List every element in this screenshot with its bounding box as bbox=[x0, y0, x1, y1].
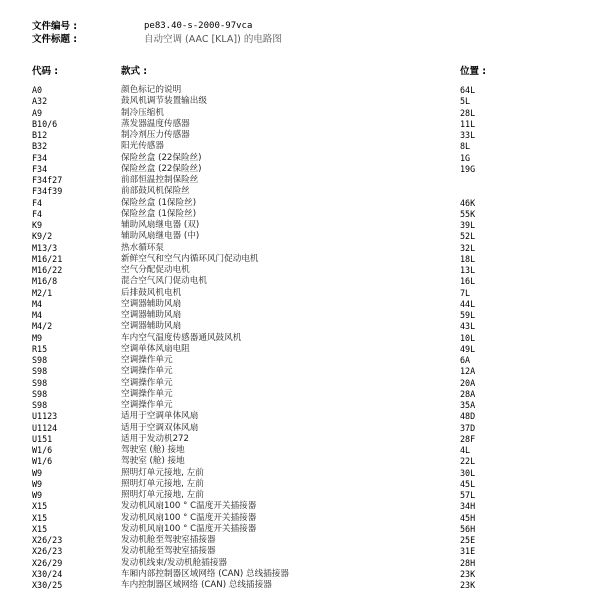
table-row bbox=[32, 580, 572, 591]
row-description: 发动机风扇100 ° C温度开关插接器 bbox=[121, 523, 257, 534]
table-row bbox=[32, 265, 572, 276]
row-description: 照明灯单元接地, 左前 bbox=[121, 478, 204, 489]
row-position: 44L bbox=[460, 298, 476, 309]
table-row bbox=[32, 513, 572, 524]
row-code: F34f27 bbox=[32, 175, 63, 185]
table-row bbox=[32, 198, 572, 209]
row-description: 空调单体风扇电阻 bbox=[121, 343, 190, 354]
row-position: 20A bbox=[460, 377, 476, 388]
row-position: 18L bbox=[460, 253, 476, 264]
row-position: 28H bbox=[460, 557, 476, 568]
table-row bbox=[32, 254, 572, 265]
table-row bbox=[32, 558, 572, 569]
table-row bbox=[32, 344, 572, 355]
document-number-value: pe83.40-s-2000-97vca bbox=[144, 21, 253, 31]
table-row bbox=[32, 434, 572, 445]
row-position: 1G bbox=[460, 152, 471, 163]
row-position: 28A bbox=[460, 388, 476, 399]
row-description: 照明灯单元接地, 左前 bbox=[121, 490, 204, 500]
row-position: 55K bbox=[460, 208, 476, 219]
row-description: 保险丝盒 (22保险丝) bbox=[121, 152, 202, 163]
row-description: 车内空气温度传感器通风鼓风机 bbox=[121, 332, 242, 343]
row-code: F4 bbox=[32, 208, 43, 219]
table-row bbox=[32, 175, 572, 186]
table-row bbox=[32, 288, 572, 299]
table-row bbox=[32, 130, 572, 141]
table-row bbox=[32, 96, 572, 107]
row-description: 空调操作单元 bbox=[121, 355, 173, 365]
row-description: 辅助风扇继电器 (中) bbox=[121, 231, 200, 242]
table-row bbox=[32, 366, 572, 377]
row-code: B12 bbox=[32, 130, 48, 140]
row-code: X26/29 bbox=[32, 557, 63, 568]
row-description: 阳光传感器 bbox=[121, 141, 164, 152]
row-code: S98 bbox=[32, 366, 48, 377]
row-description: 空调器辅助风扇 bbox=[121, 321, 182, 332]
row-code: X15 bbox=[32, 512, 48, 523]
row-position: 64L bbox=[460, 85, 476, 95]
row-position: 56H bbox=[460, 523, 476, 534]
table-row bbox=[32, 85, 572, 96]
table-row bbox=[32, 209, 572, 220]
table-row bbox=[32, 220, 572, 231]
row-code: W1/6 bbox=[32, 445, 53, 455]
row-position: 37D bbox=[460, 422, 476, 433]
row-code: A9 bbox=[32, 107, 43, 118]
row-description: 空调操作单元 bbox=[121, 377, 173, 388]
table-row bbox=[32, 490, 572, 501]
row-code: M4 bbox=[32, 310, 43, 320]
row-description: 颜色标记的说明 bbox=[121, 85, 182, 95]
row-code: X26/23 bbox=[32, 535, 63, 545]
table-row bbox=[32, 321, 572, 332]
row-code: M16/21 bbox=[32, 253, 63, 264]
row-code: F4 bbox=[32, 197, 43, 208]
document-number-label: 文件编号 : bbox=[32, 21, 78, 32]
document-title-label: 文件标题 : bbox=[32, 34, 78, 45]
row-code: F34 bbox=[32, 152, 48, 163]
table-row bbox=[32, 445, 572, 456]
table-row bbox=[32, 333, 572, 344]
row-position: 23K bbox=[460, 568, 476, 579]
row-code: U1123 bbox=[32, 411, 58, 422]
document-metadata bbox=[32, 20, 572, 46]
table-row bbox=[32, 355, 572, 366]
row-description: 混合空气风门促动电机 bbox=[121, 276, 207, 287]
row-description: 发动机风扇100 ° C温度开关插接器 bbox=[121, 501, 257, 512]
header-position: 位置 : bbox=[460, 66, 487, 77]
row-description: 新鲜空气和空气内循环风门促动电机 bbox=[121, 253, 259, 264]
row-description: 驾驶室 (舱) 接地 bbox=[121, 445, 185, 455]
row-position: 45L bbox=[460, 478, 476, 489]
row-position: 10L bbox=[460, 332, 476, 343]
row-description: 后排鼓风机电机 bbox=[121, 287, 182, 298]
row-code: U151 bbox=[32, 433, 53, 444]
row-description: 发动机舱至驾驶室插接器 bbox=[121, 535, 216, 545]
row-description: 空调操作单元 bbox=[121, 400, 173, 410]
row-position: 46K bbox=[460, 197, 476, 208]
document-number-row bbox=[32, 20, 572, 33]
header-code: 代码 : bbox=[32, 66, 59, 77]
table-row bbox=[32, 468, 572, 479]
component-list bbox=[32, 85, 572, 591]
row-code: M9 bbox=[32, 332, 43, 343]
table-row bbox=[32, 546, 572, 557]
row-description: 车厢内部控制器区域网络 (CAN) 总线插接器 bbox=[121, 568, 289, 579]
row-code: A32 bbox=[32, 96, 48, 107]
row-position: 23K bbox=[460, 580, 476, 590]
row-code: K9 bbox=[32, 220, 43, 230]
row-code: X30/24 bbox=[32, 568, 63, 579]
row-code: S98 bbox=[32, 388, 48, 399]
table-row bbox=[32, 310, 572, 321]
row-position: 43L bbox=[460, 321, 476, 332]
row-position: 22L bbox=[460, 456, 476, 467]
row-code: M16/8 bbox=[32, 276, 58, 287]
row-code: M4/2 bbox=[32, 321, 53, 332]
row-code: S98 bbox=[32, 355, 48, 365]
row-position: 13L bbox=[460, 265, 476, 275]
row-code: U1124 bbox=[32, 422, 58, 433]
row-description: 空气分配促动电机 bbox=[121, 265, 190, 275]
row-position: 35A bbox=[460, 400, 476, 410]
row-position: 28L bbox=[460, 107, 476, 118]
row-position: 30L bbox=[460, 467, 476, 478]
table-row bbox=[32, 479, 572, 490]
row-description: 热水循环泵 bbox=[121, 242, 164, 253]
table-row bbox=[32, 119, 572, 130]
row-code: B10/6 bbox=[32, 118, 58, 129]
row-description: 驾驶室 (舱) 接地 bbox=[121, 456, 185, 467]
row-description: 发动机舱至驾驶室插接器 bbox=[121, 546, 216, 557]
row-position: 11L bbox=[460, 118, 476, 129]
row-description: 空调器辅助风扇 bbox=[121, 310, 182, 320]
row-description: 前部恒温控制保险丝 bbox=[121, 175, 199, 185]
row-code: S98 bbox=[32, 400, 48, 410]
row-description: 发动机线束/发动机舱插接器 bbox=[121, 557, 228, 568]
row-description: 适用于空调单体风扇 bbox=[121, 411, 199, 422]
row-description: 保险丝盒 (1保险丝) bbox=[121, 197, 197, 208]
table-row bbox=[32, 400, 572, 411]
row-position: 16L bbox=[460, 276, 476, 287]
row-description: 保险丝盒 (22保险丝) bbox=[121, 163, 202, 174]
row-position: 5L bbox=[460, 96, 471, 107]
row-position: 19G bbox=[460, 163, 476, 174]
table-row bbox=[32, 524, 572, 535]
row-position: 32L bbox=[460, 242, 476, 253]
table-row bbox=[32, 569, 572, 580]
table-row bbox=[32, 299, 572, 310]
row-description: 空调操作单元 bbox=[121, 366, 173, 377]
row-code: X15 bbox=[32, 501, 48, 512]
row-description: 制冷剂压力传感器 bbox=[121, 130, 190, 140]
row-description: 前部鼓风机保险丝 bbox=[121, 186, 190, 197]
table-row bbox=[32, 243, 572, 254]
row-code: K9/2 bbox=[32, 231, 53, 242]
table-row bbox=[32, 423, 572, 434]
row-position: 39L bbox=[460, 220, 476, 230]
row-code: B32 bbox=[32, 141, 48, 152]
document-title-row bbox=[32, 33, 572, 46]
row-description: 保险丝盒 (1保险丝) bbox=[121, 208, 197, 219]
table-row bbox=[32, 456, 572, 467]
row-code: W9 bbox=[32, 478, 43, 489]
row-description: 车内控制器区域网络 (CAN) 总线插接器 bbox=[121, 580, 272, 590]
row-position: 48D bbox=[460, 411, 476, 422]
row-position: 59L bbox=[460, 310, 476, 320]
row-position: 4L bbox=[460, 445, 471, 455]
row-code: W9 bbox=[32, 490, 43, 500]
row-description: 照明灯单元接地, 左前 bbox=[121, 467, 204, 478]
row-description: 鼓风机调节装置输出级 bbox=[121, 96, 207, 107]
row-position: 25E bbox=[460, 535, 476, 545]
row-description: 辅助风扇继电器 (双) bbox=[121, 220, 200, 230]
table-row bbox=[32, 231, 572, 242]
row-code: M13/3 bbox=[32, 242, 58, 253]
row-code: S98 bbox=[32, 377, 48, 388]
row-position: 34H bbox=[460, 501, 476, 512]
row-position: 57L bbox=[460, 490, 476, 500]
row-position: 12A bbox=[460, 366, 476, 377]
table-row bbox=[32, 108, 572, 119]
row-position: 49L bbox=[460, 343, 476, 354]
header-description: 款式 : bbox=[121, 66, 148, 77]
row-description: 发动机风扇100 ° C温度开关插接器 bbox=[121, 512, 257, 523]
row-position: 8L bbox=[460, 141, 471, 152]
row-position: 33L bbox=[460, 130, 476, 140]
table-row bbox=[32, 378, 572, 389]
column-headers bbox=[32, 65, 572, 78]
row-position: 31E bbox=[460, 546, 476, 557]
row-code: A0 bbox=[32, 85, 43, 95]
row-code: X26/23 bbox=[32, 546, 63, 557]
table-row bbox=[32, 276, 572, 287]
row-description: 空调操作单元 bbox=[121, 388, 173, 399]
table-row bbox=[32, 141, 572, 152]
row-position: 7L bbox=[460, 287, 471, 298]
row-code: M16/22 bbox=[32, 265, 63, 275]
row-code: M4 bbox=[32, 298, 43, 309]
row-code: X15 bbox=[32, 523, 48, 534]
row-code: W9 bbox=[32, 467, 43, 478]
table-row bbox=[32, 153, 572, 164]
row-description: 适用于发动机272 bbox=[121, 433, 189, 444]
row-description: 空调器辅助风扇 bbox=[121, 298, 182, 309]
table-row bbox=[32, 186, 572, 197]
table-row bbox=[32, 501, 572, 512]
table-row bbox=[32, 411, 572, 422]
table-row bbox=[32, 535, 572, 546]
row-code: F34f39 bbox=[32, 186, 63, 197]
table-row bbox=[32, 389, 572, 400]
row-description: 制冷压缩机 bbox=[121, 107, 164, 118]
document-title-value: 自动空调 (AAC [KLA]) 的电路图 bbox=[144, 34, 282, 45]
row-code: M2/1 bbox=[32, 287, 53, 298]
row-position: 28F bbox=[460, 433, 476, 444]
row-code: F34 bbox=[32, 163, 48, 174]
row-code: X30/25 bbox=[32, 580, 63, 590]
table-row bbox=[32, 164, 572, 175]
row-description: 蒸发器温度传感器 bbox=[121, 118, 190, 129]
row-code: W1/6 bbox=[32, 456, 53, 467]
row-position: 45H bbox=[460, 512, 476, 523]
row-position: 6A bbox=[460, 355, 471, 365]
row-position: 52L bbox=[460, 231, 476, 242]
row-description: 适用于空调双体风扇 bbox=[121, 422, 199, 433]
row-code: R15 bbox=[32, 343, 48, 354]
